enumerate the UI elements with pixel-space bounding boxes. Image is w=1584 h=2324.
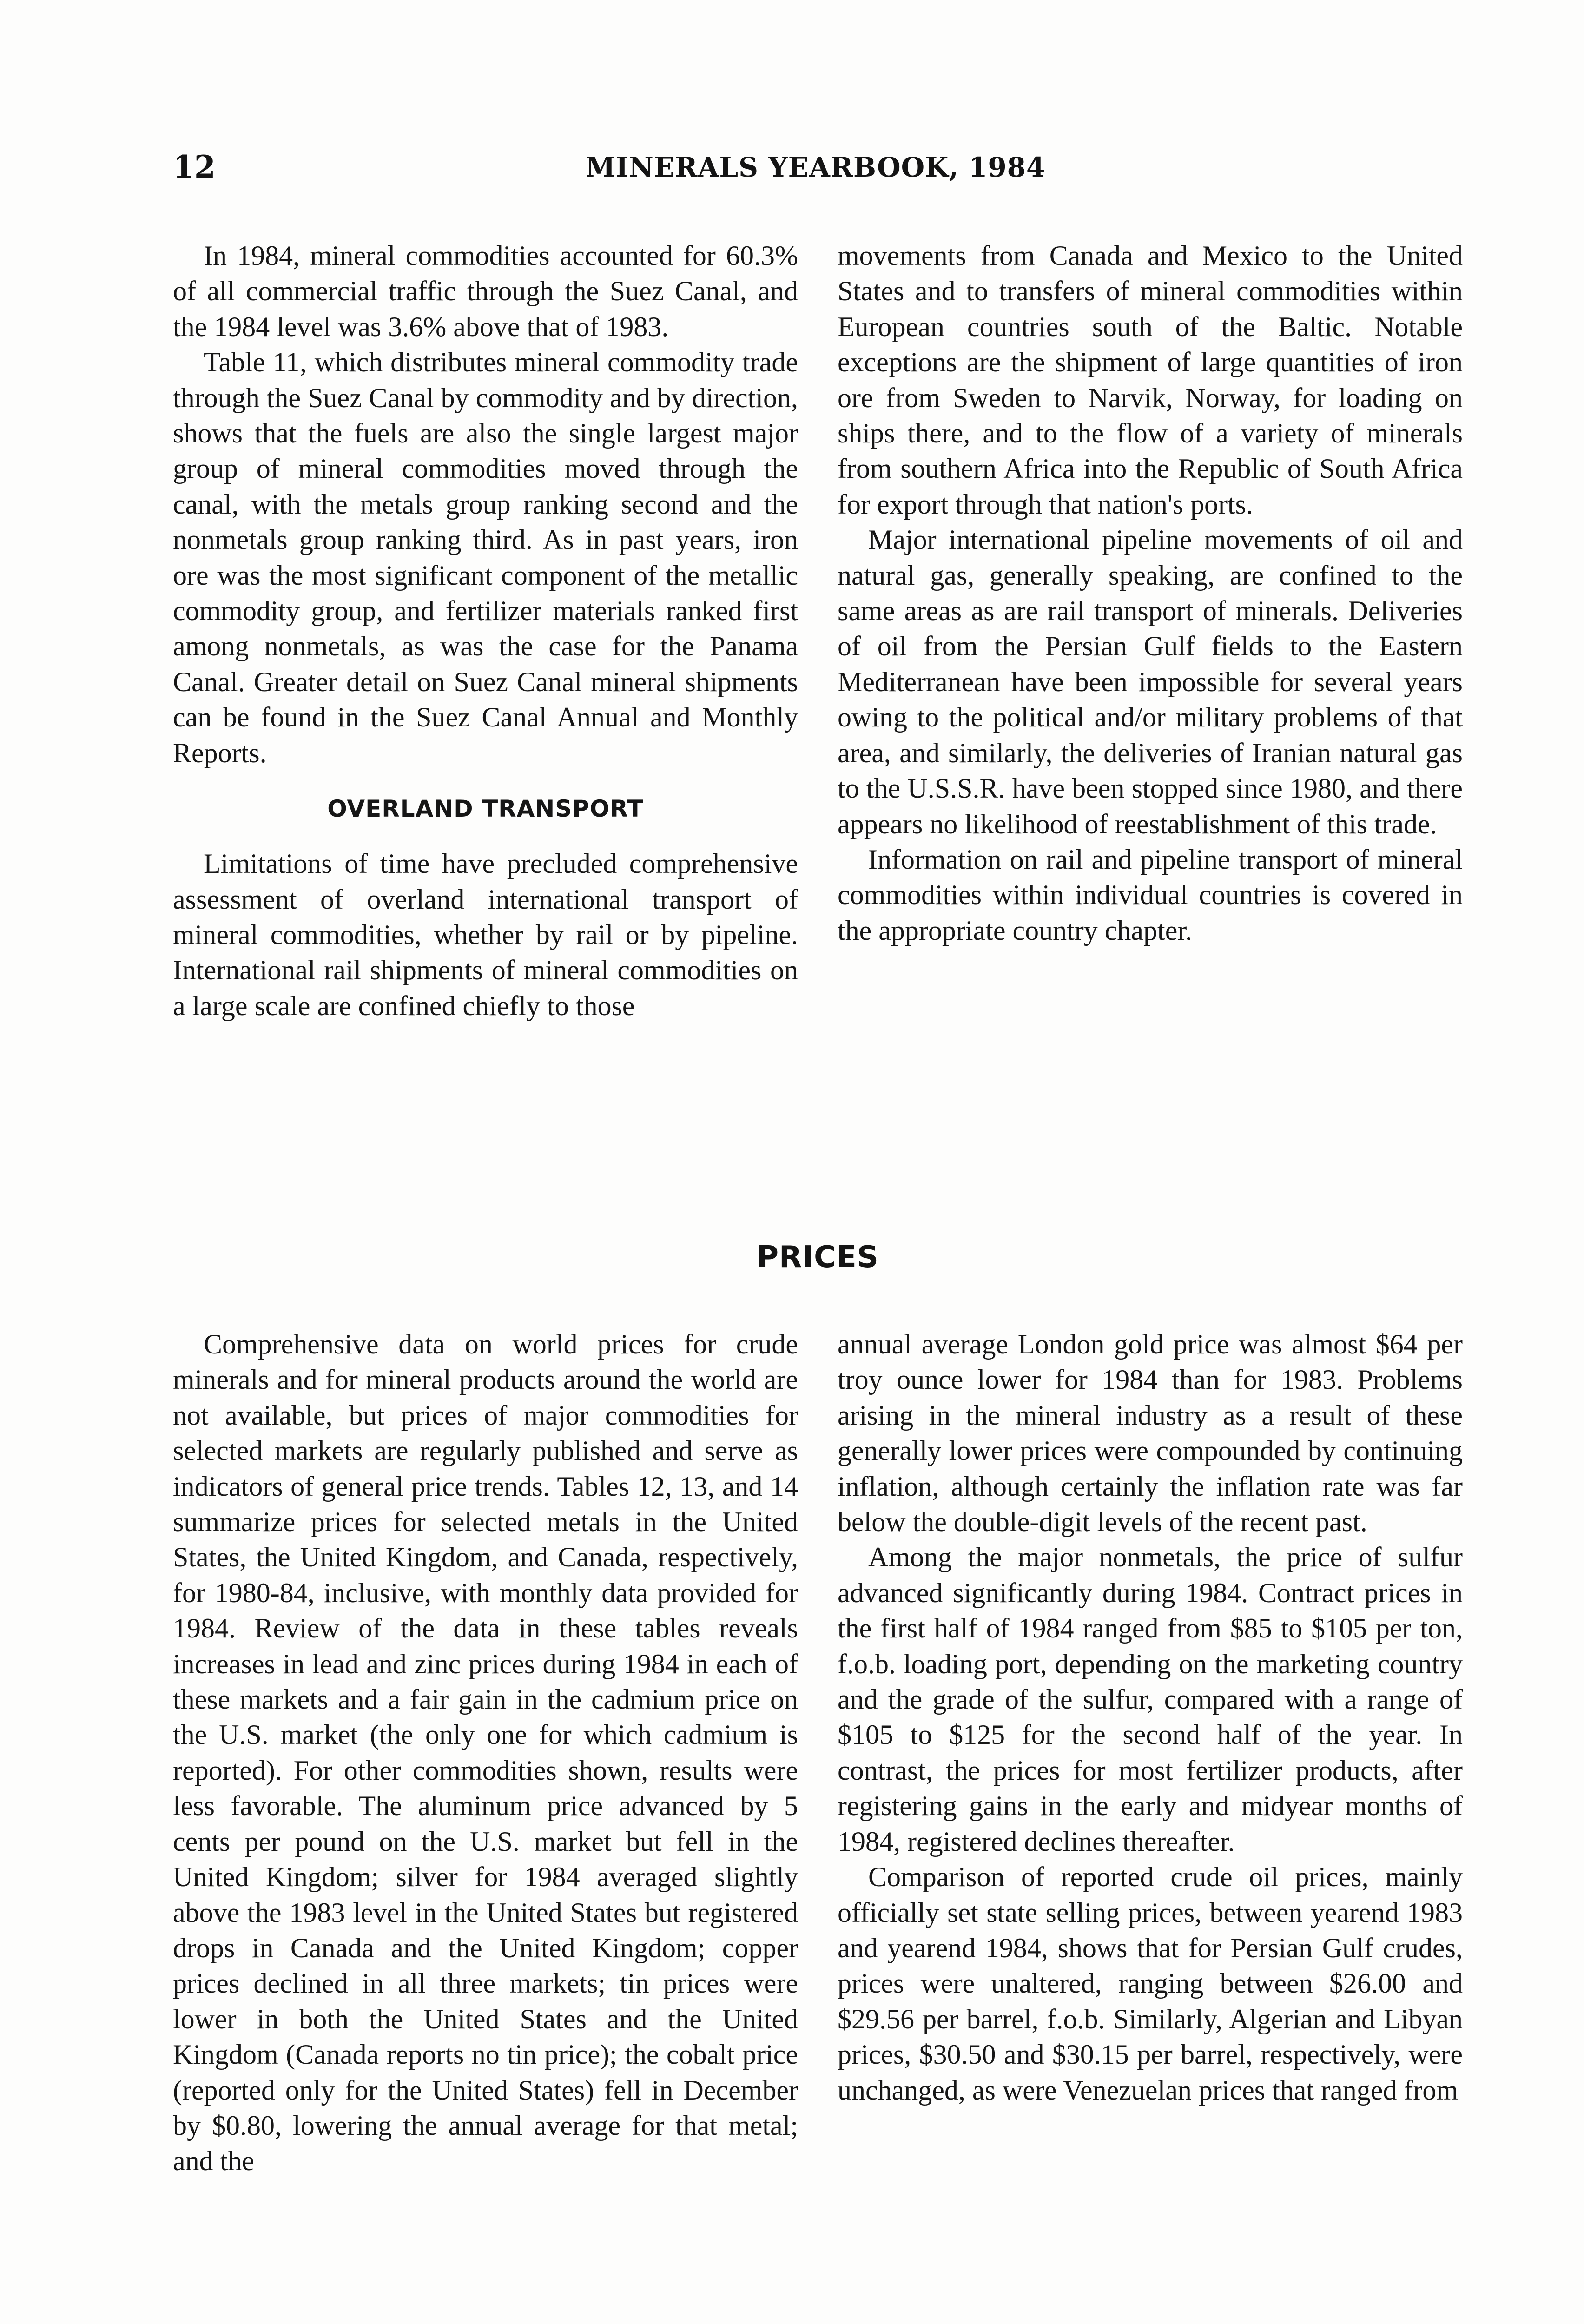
overland-paragraph-3: Information on rail and pipeline transport of mineral commodities within individual countries is covered in the appropriate country chapter. <box>838 844 1463 946</box>
prices-paragraph-3: Comparison of reported crude oil prices, mainly officially set state selling prices, between yearend 1983 and yearend 1984, shows that for Persian Gulf crudes, prices were unaltered, ranging between $26.00 and $29.56 per barrel, f.o.b. Similarly, Algerian and Libyan prices, $30.50 and $30.15 per barrel, respectively, were unchanged, as were Venezuelan prices that ranged from <box>838 1862 1463 2106</box>
prices-paragraph-2: Among the major nonmetals, the price of sulfur advanced significantly during 1984. Contract prices in the first half of 1984 ranged from $85 to $105 per ton, f.o.b. loading port, depending on the marketing country and the grade of the sulfur, compared with a range of $105 to $125 for the second half of the year. In contrast, the prices for most fertilizer products, after registering gains in the early and midyear months of 1984, registered declines thereafter. <box>838 1542 1463 1857</box>
overland-paragraph-1: Limitations of time have precluded comprehensive assessment of overland international transport of mineral commodities, whether by rail or by pipeline. International rail shipments of mineral commodities on a large scale are confined chiefly to those <box>173 848 798 1021</box>
suez-paragraph-1: In 1984, mineral commodities accounted for 60.3% of all commercial traffic through the Suez Canal, and the 1984 level was 3.6% above that of 1983. <box>173 240 798 342</box>
overland-paragraph-1-continued: movements from Canada and Mexico to the United States and to transfers of mineral commodities within European countries south of the Baltic. Notable exceptions are the shipment of large quantities of iron ore from Sweden to Narvik, Norway, for loading on ships there, and to the flow of a variety of minerals from southern Africa into the Republic of South Africa for export through that nation's ports. <box>838 240 1463 520</box>
section-heading-prices: PRICES <box>757 1240 879 1274</box>
column-bottom-right <box>838 1327 1463 2108</box>
prices-paragraph-1-continued: annual average London gold price was almost $64 per troy ounce lower for 1984 than for 1983. Problems arising in the mineral industry as a result of these generally lower prices were compounded by continuing inflation, although certainly the inflation rate was far below the double-digit levels of the recent past. <box>838 1329 1463 1538</box>
suez-paragraph-2: Table 11, which distributes mineral commodity trade through the Suez Canal by commodity and by direction, shows that the fuels are also the single largest major group of mineral commodities moved through the canal, with the metals group ranking second and the nonmetals group ranking third. As in past years, iron ore was the most significant component of the metallic commodity group, and fertilizer materials ranked first among nonmetals, as was the case for the Panama Canal. Greater detail on Suez Canal mineral shipments can be found in the Suez Canal Annual and Monthly Reports. <box>173 347 798 768</box>
column-bottom-left <box>173 1327 798 2179</box>
prices-paragraph-1: Comprehensive data on world prices for crude minerals and for mineral products around the world are not available, but prices of major commodities for selected markets are regularly published and serve as indicators of general price trends. Tables 12, 13, and 14 summarize prices for selected metals in the United States, the United Kingdom, and Canada, respectively, for 1980-84, inclusive, with monthly data provided for 1984. Review of the data in these tables reveals increases in lead and zinc prices during 1984 in each of these markets and a fair gain in the cadmium price on the U.S. market (the only one for which cadmium is reported). For other commodities shown, results were less favorable. The aluminum price advanced by 5 cents per pound on the U.S. market but fell in the United Kingdom; silver for 1984 averaged slightly above the 1983 level in the United States but registered drops in Canada and the United Kingdom; copper prices declined in all three markets; tin prices were lower in both the United States and the United Kingdom (Canada reports no tin price); the cobalt price (reported only for the United States) fell in December by $0.80, lowering the annual average for that metal; and the <box>173 1329 798 2177</box>
column-top-left <box>173 238 798 1023</box>
running-title: MINERALS YEARBOOK, 1984 <box>585 152 1046 183</box>
column-top-right <box>838 238 1463 948</box>
page-number: 12 <box>173 149 216 185</box>
overland-paragraph-2: Major international pipeline movements of oil and natural gas, generally speaking, are confined to the same areas as are rail transport of minerals. Deliveries of oil from the Persian Gulf fields to the Eastern Mediterranean have been impossible for several years owing to the political and/or military problems of that area, and similarly, the deliveries of Iranian natural gas to the U.S.S.R. have been stopped since 1980, and there appears no likelihood of reestablishment of this trade. <box>838 524 1463 839</box>
section-heading-overland-transport: OVERLAND TRANSPORT <box>327 795 644 823</box>
running-head <box>173 149 1458 195</box>
